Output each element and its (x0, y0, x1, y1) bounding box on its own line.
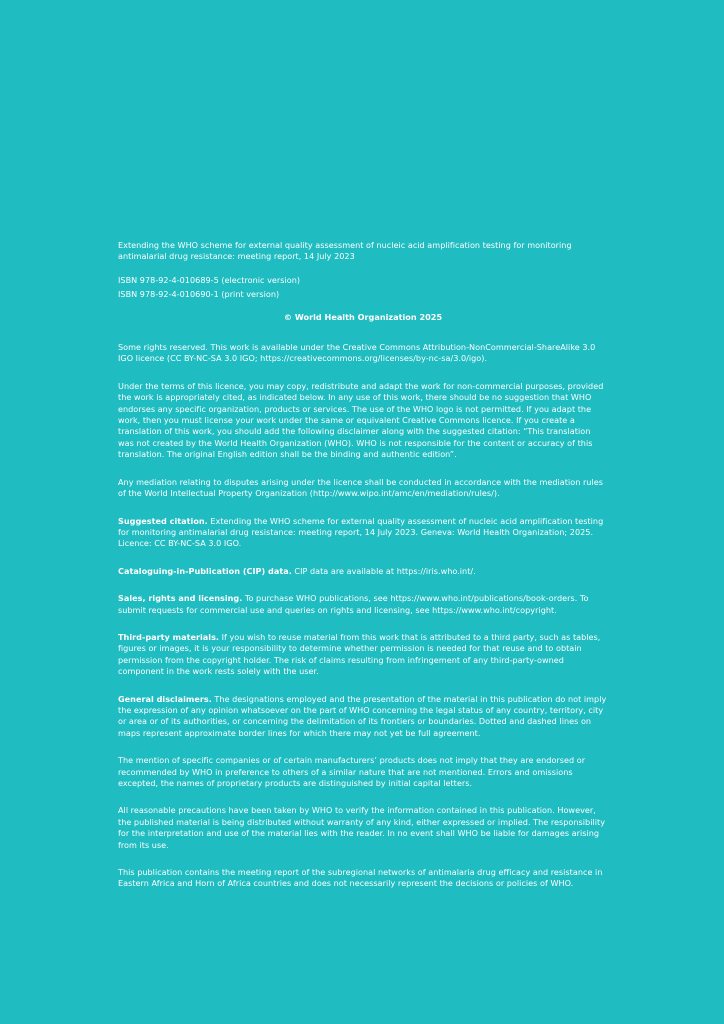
title-citation: Extending the WHO scheme for external quality assessment of nucleic acid amplification testing for monitoring antimalarial drug resistance: meeting report, 14 July 2023 (118, 240, 572, 262)
sales-text: To purchase WHO publications, see https://www.who.int/publications/book-orders. To submit requests for commercial use and queries on rights and licensing, see https://www.who.int/copyright. (118, 593, 589, 615)
suggested-citation-text: Extending the WHO scheme for external quality assessment of nucleic acid amplification testing for monitoring antimalarial drug resistance: meeting report, 14 July 2023. Geneva: World Health Organization; 2025. Licence: CC BY-NC-SA 3.0 IGO. (118, 515, 604, 549)
precautions-paragraph: All reasonable precautions have been taken by WHO to verify the information contained in this publication. However, the published material is being distributed without warranty of any kind, either expressed or implied. The responsibility for the interpretation and use of the material lies with the reader. In no event shall WHO be liable for damages arising from its use. (118, 805, 606, 850)
mediation-paragraph: Any mediation relating to disputes arising under the licence shall be conducted in accordance with the mediation rules of the World Intellectual Property Organization (http://www.wipo.int/amc/en/mediation/rules/). (118, 476, 603, 499)
copyright-notice: © World Health Organization 2025 (283, 311, 443, 322)
third-party-paragraph (118, 632, 608, 678)
licence-terms-paragraph: Under the terms of this licence, you may copy, redistribute and adapt the work for non-commercial purposes, provided the work is appropriately cited, as indicated below. In any use of this work, there should be no suggestion that WHO endorses any specific organization, products or services. The use of the WHO logo is not permitted. If you adapt the work, then you must license your work under the same or equivalent Creative Commons licence. If you create a translation of this work, you should add the following disclaimer along with the suggested citation: “This translation was not created by the World Health Organization (WHO). WHO is not responsible for the content or accuracy of this translation. The original English edition shall be the binding and authentic edition”. (118, 380, 604, 460)
suggested-citation-heading: Suggested citation. (118, 515, 208, 526)
rights-reserved-paragraph: Some rights reserved. This work is available under the Creative Commons Attribution-NonCommercial-ShareAlike 3.0 IGO licence (CC BY-NC-SA 3.0 IGO; https://creativecommons.org/licenses/by-nc-sa/3.0/igo). (118, 342, 596, 364)
third-party-text: If you wish to reuse material from this work that is attributed to a third party, such as tables, figures or images, it is your responsibility to determine whether permission is needed for that reuse and to obtain permission from the copyright holder. The risk of claims resulting from infringement of any third-party-owned component in the work rests solely with the user. (118, 631, 601, 677)
isbn-electronic: ISBN 978-92-4-010689-5 (electronic version) (118, 274, 301, 285)
isbn-print: ISBN 978-92-4-010690-1 (print version) (118, 289, 280, 300)
cip-text: CIP data are available at https://iris.who.int/. (291, 565, 476, 576)
general-disclaimers-heading: General disclaimers. (118, 693, 212, 704)
networks-paragraph: This publication contains the meeting report of the subregional networks of antimalaria drug efficacy and resistance in Eastern Africa and Horn of Africa countries and does not necessarily represent the decisions or policies of WHO. (118, 867, 603, 889)
sales-heading: Sales, rights and licensing. (118, 593, 243, 604)
copyright-page-content (118, 240, 608, 906)
suggested-citation-paragraph (118, 516, 608, 550)
companies-paragraph: The mention of specific companies or of certain manufacturers’ products does not imply that they are endorsed or recommended by WHO in preference to others of a similar nature that are not mentioned. Errors and omissions excepted, the names of proprietary products are distinguished by initial capital letters. (118, 755, 586, 788)
third-party-heading: Third-party materials. (118, 631, 219, 642)
cip-heading: Cataloguing-in-Publication (CIP) data. (118, 565, 292, 576)
cip-paragraph (118, 566, 608, 577)
general-disclaimers-text: The designations employed and the presentation of the material in this publication do not imply the expression of any opinion whatsoever on the part of WHO concerning the legal status of any country, territory, city or area or of its authorities, or concerning the delimitation of its frontiers or boundaries. Dotted and dashed lines on maps represent approximate border lines for which there may not yet be full agreement. (118, 693, 607, 738)
sales-paragraph (118, 593, 608, 616)
general-disclaimers-paragraph (118, 694, 608, 740)
